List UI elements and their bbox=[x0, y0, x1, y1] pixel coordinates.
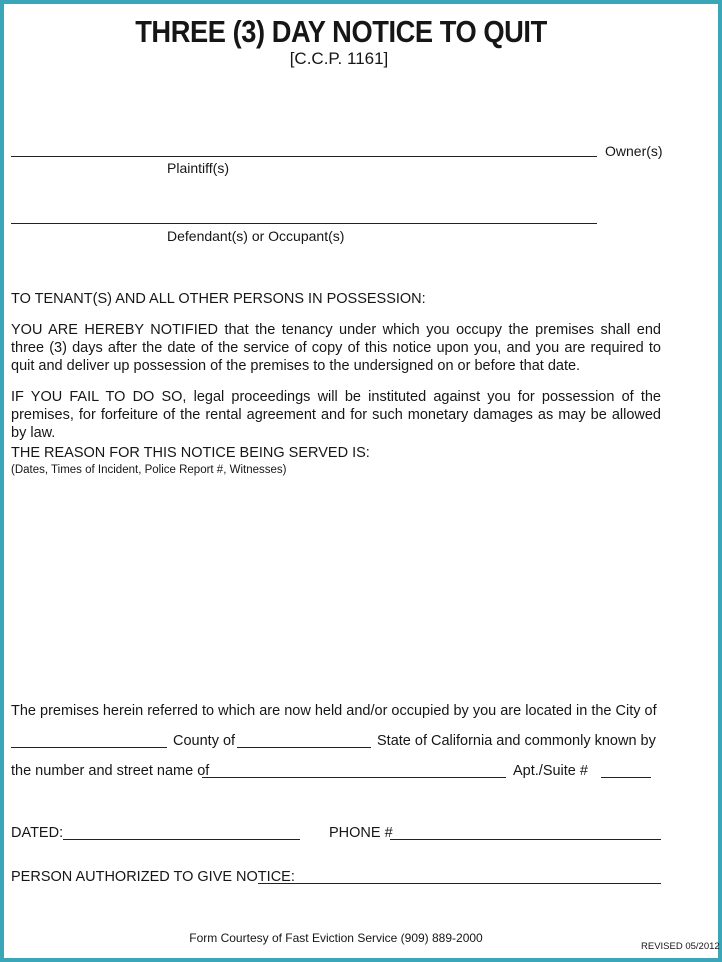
reason-area[interactable] bbox=[11, 484, 661, 684]
revised-date: REVISED 05/2012 bbox=[641, 941, 720, 952]
state-text: State of California and commonly known by bbox=[377, 733, 656, 749]
notice-paragraph: YOU ARE HEREBY NOTIFIED that the tenancy under which you occupy the premises shall end three (3) days after the date of the service of copy of this notice upon you, and you are required to quit and deliver up possession of the premises to the undersigned on or before that date. bbox=[11, 322, 661, 374]
defendant-label: Defendant(s) or Occupant(s) bbox=[167, 228, 345, 244]
form-title: THREE (3) DAY NOTICE TO QUIT bbox=[135, 14, 547, 49]
county-label: County of bbox=[173, 733, 236, 749]
street-line[interactable] bbox=[202, 777, 506, 778]
authorized-label: PERSON AUTHORIZED TO GIVE NOTICE: bbox=[11, 869, 295, 885]
footer-courtesy: Form Courtesy of Fast Eviction Service (909) 889-2000 bbox=[189, 931, 483, 945]
reason-hint: (Dates, Times of Incident, Police Report #, Witnesses) bbox=[11, 464, 287, 476]
street-label: the number and street name of bbox=[11, 763, 210, 779]
apt-line[interactable] bbox=[601, 777, 651, 778]
city-line[interactable] bbox=[11, 747, 167, 748]
addressee-heading: TO TENANT(S) AND ALL OTHER PERSONS IN POSSESSION: bbox=[11, 291, 426, 307]
owner-name-line[interactable] bbox=[11, 156, 597, 157]
defendant-name-line[interactable] bbox=[11, 223, 597, 224]
premises-text: The premises herein referred to which are now held and/or occupied by you are located in the City of bbox=[11, 703, 657, 719]
owner-label: Owner(s) bbox=[605, 143, 663, 159]
plaintiff-label: Plaintiff(s) bbox=[167, 160, 229, 176]
apt-label: Apt./Suite # bbox=[513, 763, 588, 779]
reason-heading: THE REASON FOR THIS NOTICE BEING SERVED IS: bbox=[11, 445, 370, 461]
county-line[interactable] bbox=[237, 747, 371, 748]
notice-form bbox=[4, 4, 718, 958]
dated-label: DATED: bbox=[11, 825, 64, 841]
phone-line[interactable] bbox=[390, 839, 661, 840]
authorized-line[interactable] bbox=[258, 883, 661, 884]
phone-label: PHONE # bbox=[329, 825, 393, 841]
form-code: [C.C.P. 1161] bbox=[289, 49, 389, 68]
dated-line[interactable] bbox=[63, 839, 300, 840]
fail-paragraph: IF YOU FAIL TO DO SO, legal proceedings will be instituted against you for possession of the premises, for forfeiture of the rental agreement and for such monetary damages as may be allowed by law. bbox=[11, 389, 661, 441]
